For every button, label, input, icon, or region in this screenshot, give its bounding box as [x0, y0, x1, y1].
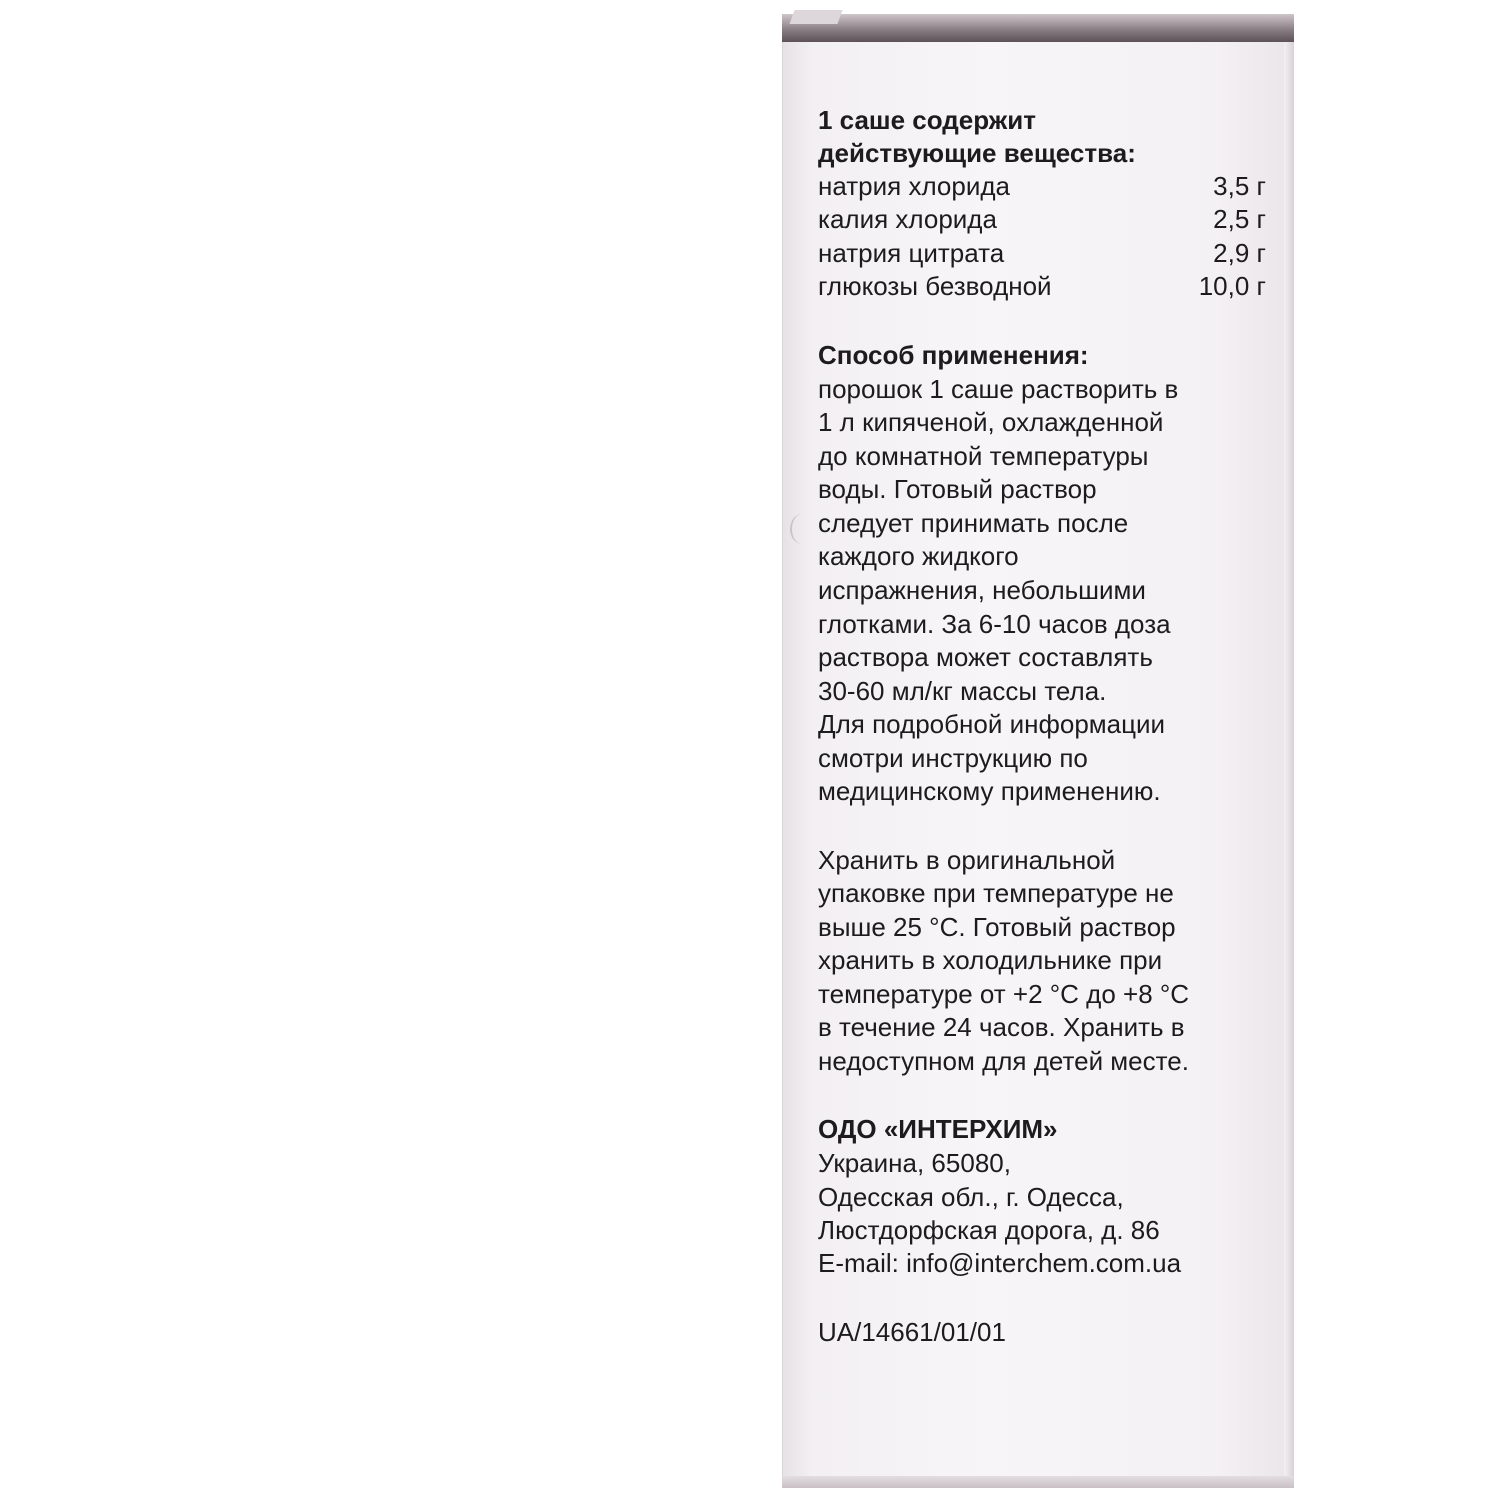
storage-line: выше 25 °С. Готовый раствор [818, 912, 1176, 942]
storage-line: температуре от +2 °С до +8 °С [818, 979, 1190, 1009]
usage-line: порошок 1 саше растворить в [818, 374, 1179, 404]
usage-line: 30-60 мл/кг массы тела. [818, 676, 1107, 706]
usage-line: медицинскому применению. [818, 776, 1161, 806]
usage-line: следует принимать после [818, 508, 1129, 538]
box-right-edge [1284, 42, 1294, 1476]
manufacturer-name: ОДО «ИНТЕРХИМ» [818, 1114, 1058, 1144]
ingredient-name: глюкозы безводной [818, 271, 1052, 301]
storage-line: недоступном для детей месте. [818, 1046, 1189, 1076]
usage-line: воды. Готовый раствор [818, 474, 1097, 504]
composition-heading-2: действующие вещества: [818, 138, 1136, 168]
storage-line: в течение 24 часов. Хранить в [818, 1012, 1185, 1042]
ingredient-row [818, 203, 1266, 237]
ingredient-name: калия хлорида [818, 204, 997, 234]
crease-mark [790, 514, 814, 544]
storage-line: упаковке при температуре не [818, 878, 1174, 908]
usage-line: 1 л кипяченой, охлажденной [818, 407, 1164, 437]
usage-heading: Способ применения: [818, 340, 1089, 370]
manufacturer-address-line: Люстдорфская дорога, д. 86 [818, 1215, 1160, 1245]
ingredient-row [818, 237, 1266, 271]
usage-line: до комнатной температуры [818, 441, 1149, 471]
usage-line: испражнения, небольшими [818, 575, 1146, 605]
usage-line: глотками. За 6-10 часов доза [818, 609, 1171, 639]
ingredient-row [818, 270, 1266, 304]
manufacturer-address-line: Одесская обл., г. Одесса, [818, 1182, 1124, 1212]
ingredient-amount: 3,5 г [1213, 171, 1266, 201]
usage-line: раствора может составлять [818, 642, 1153, 672]
registration-number: UA/14661/01/01 [818, 1317, 1006, 1347]
box-top-edge [782, 14, 1294, 42]
usage-line: смотри инструкцию по [818, 743, 1088, 773]
box-top-flap [789, 10, 842, 24]
ingredient-amount: 2,5 г [1213, 204, 1266, 234]
storage-line: Хранить в оригинальной [818, 845, 1116, 875]
usage-line: каждого жидкого [818, 541, 1019, 571]
usage-line: Для подробной информации [818, 709, 1166, 739]
composition-heading-1: 1 саше содержит [818, 105, 1036, 135]
ingredient-amount: 2,9 г [1213, 238, 1266, 268]
manufacturer-address-line: Украина, 65080, [818, 1148, 1011, 1178]
manufacturer-email: E-mail: info@interchem.com.ua [818, 1248, 1182, 1278]
ingredient-amount: 10,0 г [1198, 271, 1266, 301]
storage-line: хранить в холодильнике при [818, 945, 1163, 975]
ingredient-name: натрия цитрата [818, 238, 1005, 268]
ingredient-row [818, 170, 1266, 204]
ingredient-name: натрия хлорида [818, 171, 1010, 201]
box-bottom-edge [782, 1476, 1294, 1488]
